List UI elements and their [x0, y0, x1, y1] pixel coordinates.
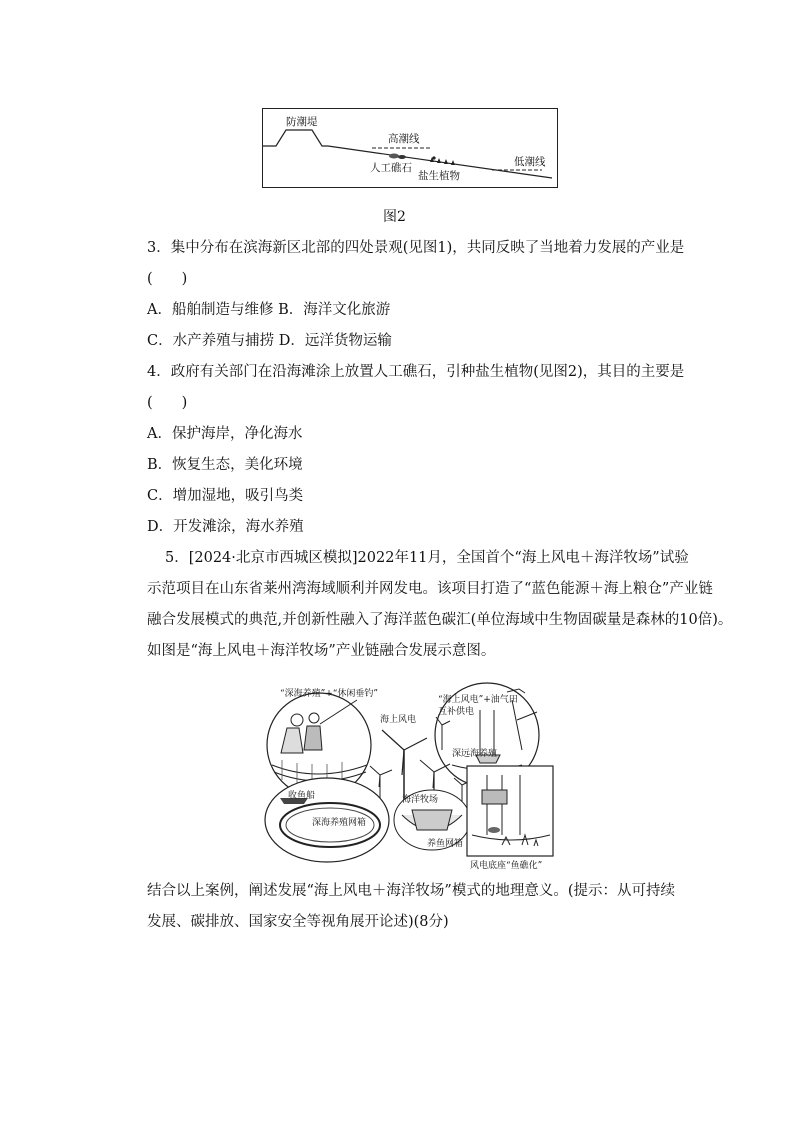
label-fish-net: 养鱼网箱: [427, 839, 464, 849]
q4-option-d: D．开发滩涂，海水养殖: [147, 519, 304, 535]
q4-option-a: A．保护海岸，净化海水: [147, 426, 303, 442]
label-plants: 盐生植物: [418, 170, 460, 182]
figure-wind-ranch-illustration: [262, 680, 560, 872]
q3-options-ab: A．船舶制造与维修 B．海洋文化旅游: [147, 302, 391, 318]
q4-option-b: B．恢复生态，美化环境: [147, 457, 303, 473]
q3-paren: ( ): [147, 271, 188, 287]
figure-2-tidal-diagram: [262, 108, 558, 188]
q4-stem: 4．政府有关部门在沿海滩涂上放置人工礁石，引种盐生植物(见图2)，其目的主要是: [147, 364, 685, 380]
q5-line-3: 融合发展模式的典范,并创新性融入了海洋蓝色碳汇(单位海域中生物固碳量是森林的10倍)。: [147, 612, 733, 628]
label-ranch: 海洋牧场: [402, 795, 439, 805]
q5-line-2: 示范项目在山东省莱州湾海域顺利并网发电。该项目打造了“蓝色能源＋海上粮仓”产业链: [147, 581, 713, 597]
q5-line-1: 5．[2024·北京市西城区模拟]2022年11月，全国首个“海上风电＋海洋牧场”试验: [165, 550, 689, 566]
q3-stem: 3．集中分布在滨海新区北部的四处景观(见图1)，共同反映了当地着力发展的产业是: [147, 240, 685, 256]
label-high-tide: 高潮线: [388, 133, 420, 145]
label-reef-base: 风电底座“鱼礁化”: [470, 861, 543, 871]
q5-task-line-1: 结合以上案例，阐述发展“海上风电＋海洋牧场”模式的地理意义。(提示：从可持续: [147, 883, 675, 899]
box-reef-base: [467, 766, 553, 856]
q5-task-line-2: 发展、碳排放、国家安全等视角展开论述)(8分): [147, 914, 449, 930]
q4-option-c: C．增加湿地，吸引鸟类: [147, 488, 304, 504]
label-reef: 人工礁石: [370, 162, 412, 174]
label-mutual-power: 互补供电: [438, 707, 475, 717]
label-collector: 收鱼船: [288, 791, 316, 801]
label-low-tide: 低潮线: [514, 156, 546, 168]
q3-options-cd: C．水产养殖与捕捞 D．远洋货物运输: [147, 333, 392, 349]
figure-2-caption: 图2: [383, 209, 406, 225]
label-cage: 深海养殖网箱: [312, 818, 367, 828]
label-wind-oil: “海上风电”+油气田: [438, 695, 518, 705]
label-deep-sea-leisure: “深海养殖”+“休闲垂钓”: [280, 689, 378, 699]
q5-line-4: 如图是“海上风电＋海洋牧场”产业链融合发展示意图。: [147, 643, 496, 659]
label-dike: 防潮堤: [286, 116, 318, 128]
q4-paren: ( ): [147, 395, 188, 411]
label-far-sea: 深远海养殖: [452, 749, 498, 759]
label-offshore-wind: 海上风电: [380, 715, 417, 725]
